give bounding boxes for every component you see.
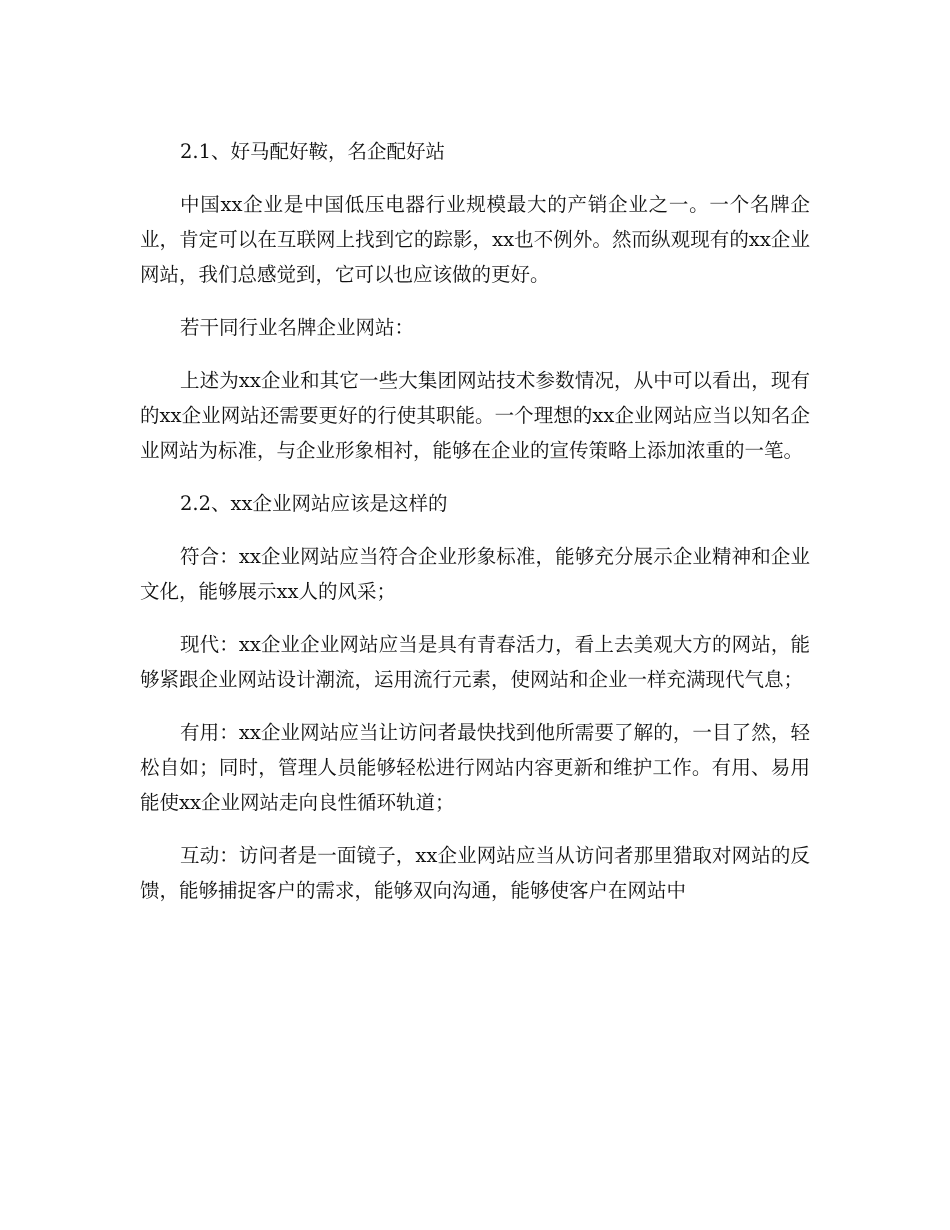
paragraph-comparison: 上述为xx企业和其它一些大集团网站技术参数情况，从中可以看出，现有的xx企业网站还需要更好的行使其职能。一个理想的xx企业网站应当以知名企业网站为标准，与企业形象相衬，能够在企业的宣传策略上添加浓重的一笔。 [140,369,810,462]
paragraph-conform: 符合：xx企业网站应当符合企业形象标准，能够充分展示企业精神和企业文化，能够展示xx人的风采； [140,545,810,603]
paragraph-peer-sites: 若干同行业名牌企业网站： [180,316,415,339]
section-heading-2-2: 2.2、xx企业网站应该是这样的 [180,492,448,515]
document-body [140,134,810,926]
paragraph-modern: 现代：xx企业企业网站应当是具有青春活力，看上去美观大方的网站，能够紧跟企业网站设计潮流，运用流行元素，使网站和企业一样充满现代气息； [140,633,810,691]
paragraph-interactive: 互动：访问者是一面镜子，xx企业网站应当从访问者那里猎取对网站的反馈，能够捕捉客户的需求，能够双向沟通，能够使客户在网站中 [140,844,810,902]
paragraph-intro: 中国xx企业是中国低压电器行业规模最大的产销企业之一。一个名牌企业，肯定可以在互联网上找到它的踪影，xx也不例外。然而纵观现有的xx企业网站，我们总感觉到，它可以也应该做的更好。 [140,193,810,286]
paragraph-useful: 有用：xx企业网站应当让访问者最快找到他所需要了解的，一目了然，轻松自如；同时，管理人员能够轻松进行网站内容更新和维护工作。有用、易用能使xx企业网站走向良性循环轨道； [140,721,810,814]
section-heading-2-1: 2.1、好马配好鞍，名企配好站 [180,140,446,163]
